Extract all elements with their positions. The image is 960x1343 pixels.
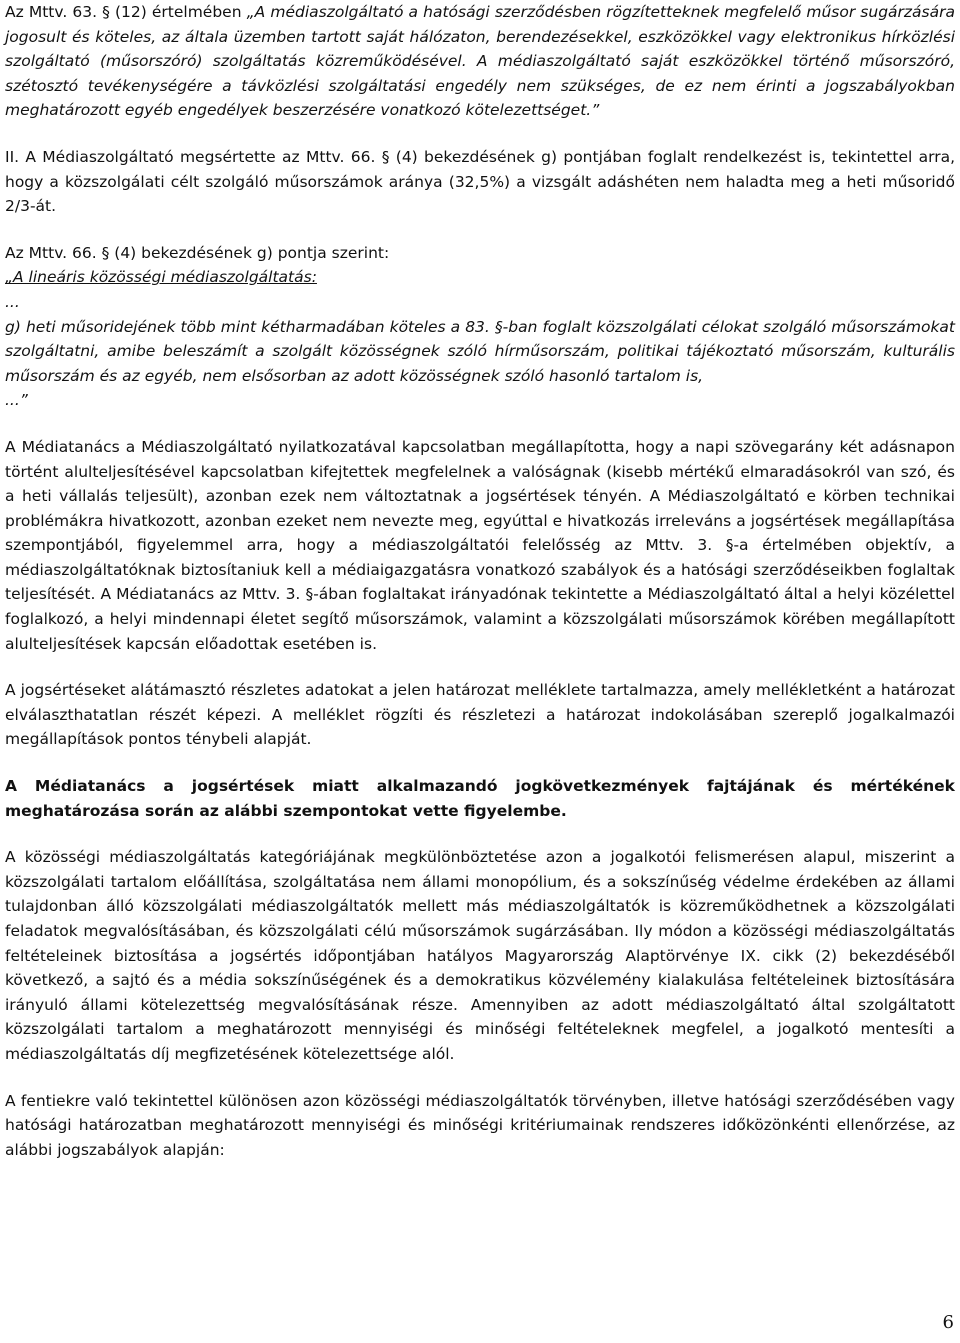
paragraph-community-media: A közösségi médiaszolgáltatás kategóriájának megkülönböztetése azon a jogalkotói felismerésen alapul, miszerint a közszolgálati tartalom előállítása, szolgáltatása nem állami monopólium, és a sokszínűség védelme érdekében az állami tulajdonban álló közszolgálati médiaszolgáltatók mellett más médiaszolgáltatók is közreműködhetnek a közszolgálati feladatok megvalósításában, és közszolgálati célú műsorszámok sugárzásában. Ily módon a közösségi médiaszolgáltatás feltételeinek biztosítása a jogsértés időpontjában hatályos Magyarország Alaptörvénye IX. cikk (2) bekezdéséből következő, a sajtó és a média sokszínűségének és a demokratikus közvélemény kialakulása feltételeinek biztosítására irányuló állami kötelezettség megvalósításának része. Amennyiben az adott médiaszolgáltató által szolgáltatott közszolgálati tartalom a meghatározott mennyiségi és minőségi feltételeknek megfelel, a jogalkotó mentesíti a médiaszolgáltatás díj megfizetésének kötelezettsége alól. (5, 848, 955, 1063)
paragraph-findings: A Médiatanács a Médiaszolgáltató nyilatkozatával kapcsolatban megállapította, hogy a napi szövegarány két adásnapon történt alulteljesítésével kapcsolatban kifejtettek megfelelnek a valóságnak (kisebb mértékű elmaradásokról van szó, és a heti vállalás teljesült), azonban ezek nem változtatnak a jogsértések tényén. A Médiaszolgáltató e körben technikai problémákra hivatkozott, azonban ezeket nem nevezte meg, egyúttal e hivatkozás irreleváns a jogsértések megállapítása szempontjából, figyelemmel arra, hogy a médiaszolgáltatói felelősség az Mttv. 3. §-a értelmében objektív, a médiaszolgáltatóknak biztosítaniuk kell a médiaigazgatásra vonatkozó szabályok és a hatósági szerződéseikben foglaltak teljesítését. A Médiatanács az Mttv. 3. §-ában foglaltakat irányadónak tekintette a Médiaszolgáltató által a helyi közélettel foglalkozó, a helyi mindennapi életet segítő műsorszámok, valamint a közszolgálati műsorszámok körében megállapított alulteljesítések kapcsán előadottak esetében is. (5, 437, 955, 653)
quoted-provision: „A médiaszolgáltató a hatósági szerződésben rögzítetteknek megfelelő műsor sugárzására jogosult és köteles, az általa üzemben tartott saját hálózaton, berendezésekkel, eszközökkel vagy elektronikus hírközlési szolgáltató (műsorszóró) szolgáltatás közreműködésével. A médiaszolgáltató saját eszközökkel történő műsorszóró, szétosztó tevékenységére a távközlési szolgáltatási engedély nem szükséges, de ez nem érinti a jogszabályokban meghatározott egyéb engedélyek beszerzésére vonatkozó kötelezettséget.” (5, 3, 955, 120)
ellipsis-line (5, 290, 955, 315)
paragraph-violation-ii: II. A Médiaszolgáltató megsértette az Mttv. 66. § (4) bekezdésének g) pontjában foglalt rendelkezést is, tekintettel arra, hogy a közszolgálati célt szolgáló műsorszámok aránya (32,5%) a vizsgált adáshéten nem haladta meg a heti műsoridő 2/3-át. (5, 147, 955, 216)
paragraph-intro: Az Mttv. 63. § (12) értelmében (5, 3, 247, 21)
ellipsis-line-closing (5, 388, 955, 413)
paragraph-63-12 (5, 0, 955, 123)
quoted-provision-body-text: g) heti műsoridejének több mint kétharmadában köteles a 83. §-ban foglalt közszolgálati célokat szolgáló műsorszámokat szolgáltatni, amibe beleszámít a szolgált közösségnek szóló hírműsorszám, politikai tájékoztató műsorszám, kulturális műsorszám és az egyéb, nem elsősorban az adott közösségnek szóló hasonló tartalom is, (5, 317, 955, 385)
ellipsis-closing-text: ...” (5, 391, 28, 410)
quoted-provision-title (5, 265, 955, 290)
quoted-provision-body (5, 315, 955, 389)
quoted-provision-title-text: „A lineáris közösségi médiaszolgáltatás: (5, 268, 317, 287)
paragraph-provision-heading: Az Mttv. 66. § (4) bekezdésének g) pontja szerint: (5, 243, 390, 262)
paragraph-annex: A jogsértéseket alátámasztó részletes adatokat a jelen határozat melléklete tartalmazza, amely mellékletként a határozat elválaszthatatlan részét képezi. A melléklet rögzíti és részletezi a határozat indokolásában szereplő jogalkalmazói megállapítások pontos ténybeli alapját. (5, 681, 955, 749)
ellipsis-text: ... (5, 292, 20, 311)
paragraph-monitoring: A fentiekre való tekintettel különösen azon közösségi médiaszolgáltatók törvényben, illetve hatósági szerződésében vagy hatósági határozatban meghatározott mennyiségi és minőségi kritériumainak rendszeres időközönkénti ellenőrzése, az alábbi jogszabályok alapján: (5, 1091, 955, 1159)
paragraph-sanction-heading (5, 774, 955, 823)
document-page (5, 0, 955, 1162)
page-number: 6 (942, 1312, 954, 1333)
sanction-heading-text: A Médiatanács a jogsértések miatt alkalmazandó jogkövetkezmények fajtájának és mértékének meghatározása során az alábbi szempontokat vette figyelembe. (5, 777, 955, 820)
